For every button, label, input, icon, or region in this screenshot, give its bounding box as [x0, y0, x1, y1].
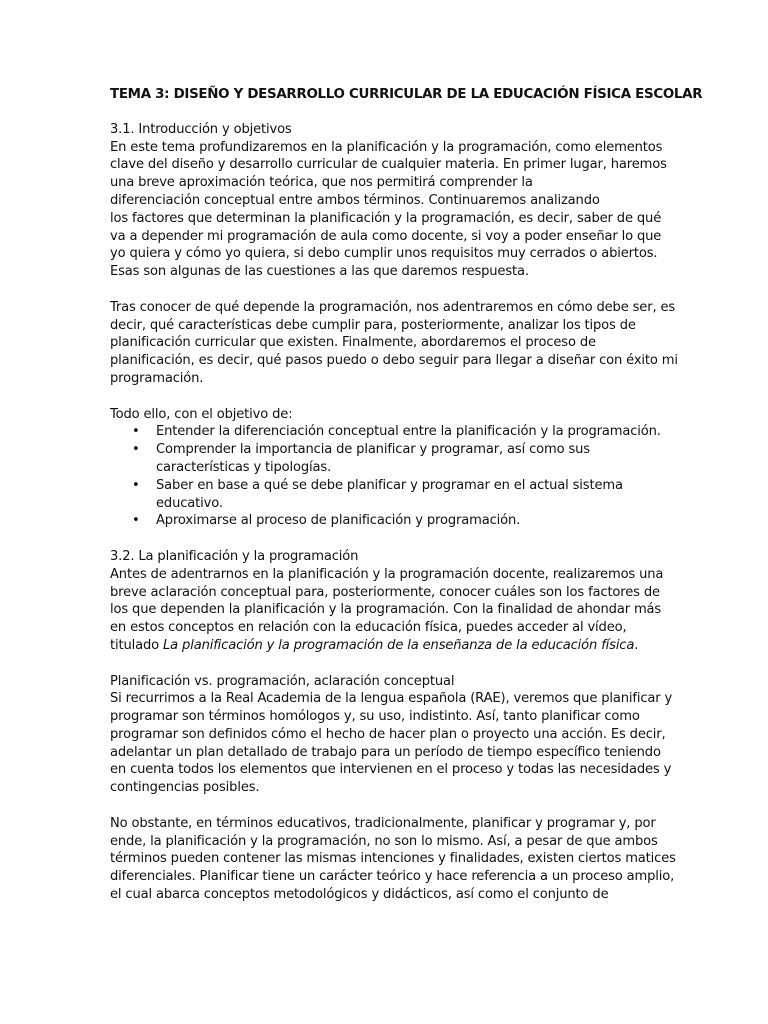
text-line: yo quiera y cómo yo quiera, si debo cumplir unos requisitos muy cerrados o abiertos.: [110, 246, 658, 262]
objectives-intro: Todo ello, con el objetivo de:: [110, 406, 293, 422]
text-line: No obstante, en términos educativos, tradicionalmente, planificar y programar y, por: [110, 815, 656, 831]
text-line: una breve aproximación teórica, que nos permitirá comprender la: [110, 175, 533, 191]
document-title: TEMA 3: DISEÑO Y DESARROLLO CURRICULAR DE LA EDUCACIÓN FÍSICA ESCOLAR: [110, 87, 703, 102]
paragraph: [110, 815, 676, 904]
video-title: La planificación y la programación de la enseñanza de la educación física: [163, 637, 635, 653]
list-item: [110, 512, 668, 530]
text-line: características y tipologías.: [156, 459, 332, 475]
text-line: diferenciación conceptual entre ambos términos. Continuaremos analizando: [110, 192, 600, 208]
text-suffix: .: [634, 637, 639, 653]
section-heading-introduccion: 3.1. Introducción y objetivos: [110, 121, 292, 137]
text-line: Aproximarse al proceso de planificación y programación.: [156, 513, 521, 529]
paragraph: [110, 299, 678, 388]
text-line: Esas son algunas de las cuestiones a las que daremos respuesta.: [110, 264, 529, 280]
text-line: programar son definidos cómo el hecho de hacer plan o proyecto una acción. Es decir,: [110, 726, 666, 742]
text-line: adelantar un plan detallado de trabajo para un período de tiempo específico teniendo: [110, 744, 661, 760]
bullet-icon: •: [132, 513, 140, 529]
list-item: [110, 441, 668, 477]
text-line: los que dependen la planificación y la programación. Con la finalidad de ahondar más: [110, 602, 662, 618]
section-planificacion: [110, 548, 676, 904]
section-heading-planificacion: 3.2. La planificación y la programación: [110, 548, 359, 564]
text-line: Tras conocer de qué depende la programación, nos adentraremos en cómo debe ser, es: [110, 299, 676, 315]
paragraph: [110, 139, 668, 281]
bullet-icon: •: [132, 442, 140, 458]
subheading: Planificación vs. programación, aclaración conceptual: [110, 673, 455, 689]
text-line: ende, la planificación y la programación, no son lo mismo. Así, a pesar de que ambos: [110, 833, 658, 849]
text-line: contingencias posibles.: [110, 780, 260, 796]
text-line: va a depender mi programación de aula como docente, si voy a poder enseñar lo que: [110, 228, 662, 244]
text-line: los factores que determinan la planificación y la programación, es decir, saber de qué: [110, 210, 662, 226]
bullet-icon: •: [132, 477, 140, 493]
text-line: Si recurrimos a la Real Academia de la lengua española (RAE), veremos que planificar y: [110, 691, 673, 707]
text-line: Entender la diferenciación conceptual entre la planificación y la programación.: [156, 424, 661, 440]
text-line: programar son términos homólogos y, su uso, indistinto. Así, tanto planificar como: [110, 709, 640, 725]
section-introduccion: [110, 121, 678, 530]
text-line: breve aclaración conceptual para, posteriormente, conocer cuáles son los factores de: [110, 584, 660, 600]
objectives-list: [110, 423, 668, 530]
text-line: educativo.: [156, 495, 223, 511]
text-line: Antes de adentrarnos en la planificación y la programación docente, realizaremos una: [110, 566, 664, 582]
text-line: Saber en base a qué se debe planificar y programar en el actual sistema: [156, 477, 623, 493]
text-line: diferenciales. Planificar tiene un carácter teórico y hace referencia a un proceso amplio,: [110, 869, 675, 885]
text-line: clave del diseño y desarrollo curricular de cualquier materia. En primer lugar, haremos: [110, 157, 667, 173]
text-line: En este tema profundizaremos en la planificación y la programación, como elementos: [110, 139, 663, 155]
text-line: [110, 637, 668, 655]
text-line: planificación, es decir, qué pasos puedo o debo seguir para llegar a diseñar con éxito mi: [110, 353, 678, 369]
text-line: en cuenta todos los elementos que intervienen en el proceso y todas las necesidades y: [110, 762, 672, 778]
text-line: el cual abarca conceptos metodológicos y didácticos, así como el conjunto de: [110, 887, 609, 903]
text-line: términos pueden contener las mismas intenciones y finalidades, existen ciertos matices: [110, 851, 676, 867]
text-line: planificación curricular que existen. Finalmente, abordaremos el proceso de: [110, 335, 596, 351]
bullet-icon: •: [132, 424, 140, 440]
text-line: Comprender la importancia de planificar y programar, así como sus: [156, 442, 590, 458]
text-line: programación.: [110, 370, 204, 386]
paragraph: [110, 690, 673, 797]
list-item: [110, 477, 668, 513]
text-line: en estos conceptos en relación con la educación física, puedes acceder al vídeo,: [110, 620, 627, 636]
text-line: decir, qué características debe cumplir para, posteriormente, analizar los tipos de: [110, 317, 636, 333]
paragraph: [110, 566, 668, 655]
text-prefix: titulado: [110, 637, 164, 653]
list-item: [110, 423, 668, 441]
